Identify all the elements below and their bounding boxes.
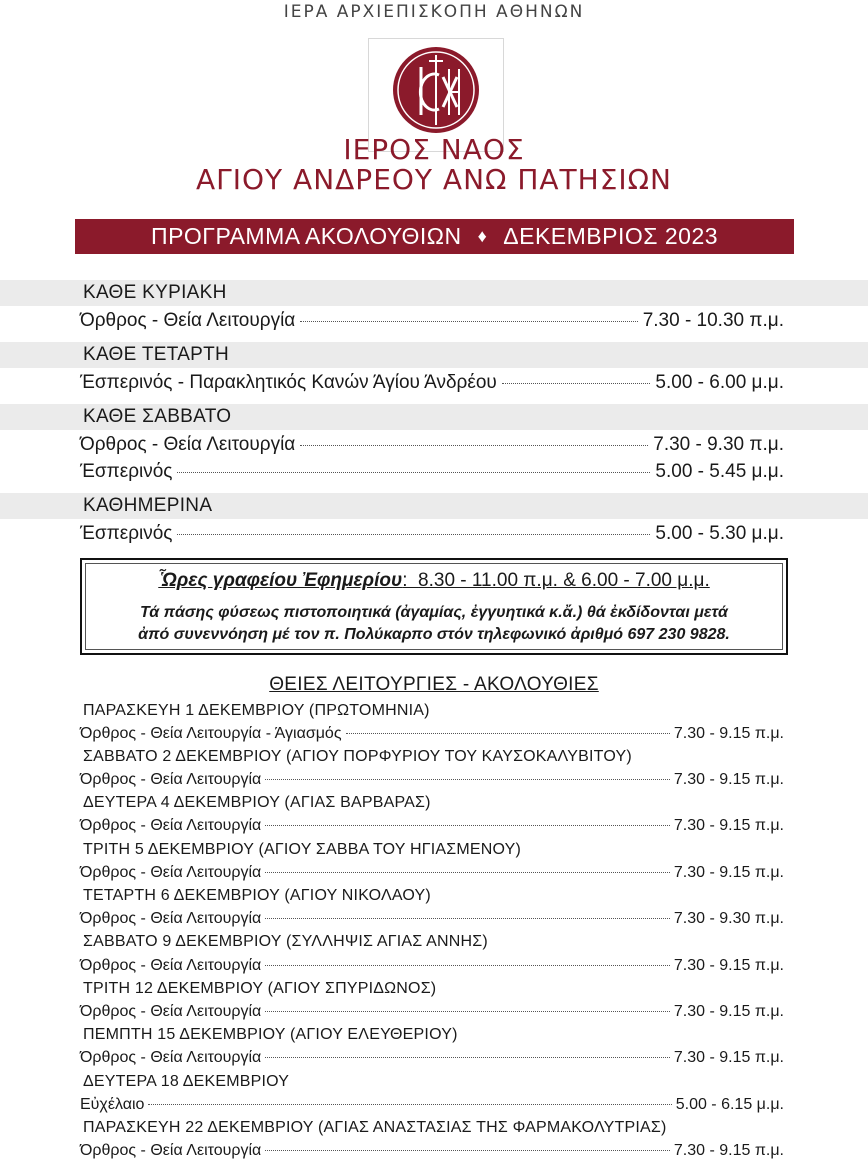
weekly-header-sunday bbox=[0, 280, 868, 306]
weekly-row bbox=[80, 521, 784, 547]
dot-leader bbox=[300, 445, 648, 446]
service-name: Έσπερινός bbox=[80, 461, 173, 482]
service-day: ΤΡΙΤΗ 5 ΔΕΚΕΜΒΡΙΟΥ (ΑΓΙΟΥ ΣΑΒΒΑ ΤΟΥ ΗΓΙΑΣΜΕΝΟΥ) bbox=[83, 841, 522, 858]
service-day: ΤΕΤΑΡΤΗ 6 ΔΕΚΕΜΒΡΙΟΥ (ΑΓΙΟΥ ΝΙΚΟΛΑΟΥ) bbox=[83, 887, 431, 904]
service-time: 5.00 - 6.00 μ.μ. bbox=[655, 372, 784, 393]
dot-leader bbox=[265, 1150, 670, 1151]
office-hours-line: Ὧρες γραφείου Ἐφημερίου: 8.30 - 11.00 π.μ. & 6.00 - 7.00 μ.μ. bbox=[158, 570, 710, 591]
dot-leader bbox=[265, 918, 670, 919]
service-name: Όρθρος - Θεία Λειτουργία bbox=[80, 864, 262, 881]
service-day: ΔΕΥΤΕΡΑ 4 ΔΕΚΕΜΒΡΙΟΥ (ΑΓΙΑΣ ΒΑΡΒΑΡΑΣ) bbox=[83, 794, 431, 811]
service-name: Όρθρος - Θεία Λειτουργία bbox=[80, 771, 262, 788]
service-time: 7.30 - 9.30 π.μ. bbox=[653, 434, 784, 455]
dot-leader bbox=[265, 825, 670, 826]
service-name: Έσπερινός - Παρακλητικός Κανών Άγίου Άνδρέου bbox=[80, 372, 497, 393]
church-name-line1: ΙΕΡΟΣ ΝΑΟΣ bbox=[343, 133, 525, 166]
office-hours-box bbox=[80, 558, 788, 655]
service-day: ΠΑΡΑΣΚΕΥΗ 1 ΔΕΚΕΜΒΡΙΟΥ (ΠΡΩΤΟΜΗΝΙΑ) bbox=[83, 702, 430, 719]
diamond-icon: ♦ bbox=[477, 226, 488, 246]
schedule-banner bbox=[75, 219, 794, 254]
service-day: ΠΑΡΑΣΚΕΥΗ 22 ΔΕΚΕΜΒΡΙΟΥ (ΑΓΙΑΣ ΑΝΑΣΤΑΣΙΑΣ ΤΗΣ ΦΑΡΜΑΚΟΛΥΤΡΙΑΣ) bbox=[83, 1119, 667, 1136]
service-time: 5.00 - 6.15 μ.μ. bbox=[675, 1096, 784, 1113]
service-name: Εὐχέλαιο bbox=[80, 1096, 145, 1113]
weekly-header-saturday bbox=[0, 404, 868, 430]
service-name: Όρθρος - Θεία Λειτουργία bbox=[80, 310, 296, 331]
ic-xc-monogram-icon bbox=[391, 45, 481, 135]
service-time: 7.30 - 9.15 π.μ. bbox=[673, 771, 784, 788]
weekly-row bbox=[80, 432, 784, 458]
dot-leader bbox=[300, 321, 637, 322]
dot-leader bbox=[265, 1057, 670, 1058]
service-name: Όρθρος - Θεία Λειτουργία bbox=[80, 1003, 262, 1020]
dot-leader bbox=[177, 534, 650, 535]
service-row bbox=[80, 862, 784, 884]
service-day: ΣΑΒΒΑΤΟ 9 ΔΕΚΕΜΒΡΙΟΥ (ΣΥΛΛΗΨΙΣ ΑΓΙΑΣ ΑΝΝΗΣ) bbox=[83, 933, 488, 950]
service-name: Όρθρος - Θεία Λειτουργία bbox=[80, 957, 262, 974]
weekly-header-wednesday bbox=[0, 342, 868, 368]
service-name: Όρθρος - Θεία Λειτουργία bbox=[80, 434, 296, 455]
weekly-title: ΚΑΘΗΜΕΡΙΝΑ bbox=[83, 495, 213, 516]
service-row bbox=[80, 723, 784, 745]
banner-title: ΠΡΟΓΡΑΜΜΑ ΑΚΟΛΟΥΘΙΩΝ bbox=[150, 223, 462, 249]
certificates-note bbox=[86, 602, 782, 646]
dot-leader bbox=[502, 383, 651, 384]
service-row bbox=[80, 955, 784, 977]
service-time: 5.00 - 5.45 μ.μ. bbox=[655, 461, 784, 482]
service-time: 7.30 - 10.30 π.μ. bbox=[642, 310, 784, 331]
service-name: Όρθρος - Θεία Λειτουργία bbox=[80, 817, 262, 834]
service-time: 7.30 - 9.15 π.μ. bbox=[673, 1003, 784, 1020]
office-hours-inner-border bbox=[85, 563, 783, 650]
service-day: ΠΕΜΠΤΗ 15 ΔΕΚΕΜΒΡΙΟΥ (ΑΓΙΟΥ ΕΛΕΥΘΕΡΙΟΥ) bbox=[83, 1026, 458, 1043]
service-row bbox=[80, 1001, 784, 1023]
banner-month: ΔΕΚΕΜΒΡΙΟΣ 2023 bbox=[503, 223, 719, 249]
weekly-header-daily bbox=[0, 493, 868, 519]
certificates-note-line2: ἀπό συνεννόηση μέ τον π. Πολύκαρπο στόν τηλεφωνικό ἀριθμό 697 230 9828. bbox=[138, 626, 730, 643]
weekly-row bbox=[80, 308, 784, 334]
service-day: ΤΡΙΤΗ 12 ΔΕΚΕΜΒΡΙΟΥ (ΑΓΙΟΥ ΣΠΥΡΙΔΩΝΟΣ) bbox=[83, 980, 437, 997]
office-hours-value: 8.30 - 11.00 π.μ. & 6.00 - 7.00 μ.μ. bbox=[418, 570, 710, 591]
weekly-row bbox=[80, 459, 784, 485]
service-time: 7.30 - 9.15 π.μ. bbox=[673, 725, 784, 742]
dot-leader bbox=[265, 872, 670, 873]
service-time: 7.30 - 9.30 π.μ. bbox=[673, 910, 784, 927]
service-time: 7.30 - 9.15 π.μ. bbox=[673, 817, 784, 834]
church-name-line2: ΑΓΙΟΥ ΑΝΔΡΕΟΥ ΑΝΩ ΠΑΤΗΣΙΩΝ bbox=[196, 163, 672, 196]
dot-leader bbox=[346, 733, 670, 734]
office-hours-label: Ὧρες γραφείου Ἐφημερίου bbox=[158, 570, 403, 591]
service-row bbox=[80, 815, 784, 837]
service-row bbox=[80, 908, 784, 930]
service-row bbox=[80, 769, 784, 791]
certificates-note-line1: Τά πάσης φύσεως πιστοποιητικά (ἀγαμίας, ἐγγυητικά κ.ἄ.) θά ἐκδίδονται μετά bbox=[140, 604, 728, 621]
service-name: Όρθρος - Θεία Λειτουργία bbox=[80, 1142, 262, 1159]
weekly-title: ΚΑΘΕ ΚΥΡΙΑΚΗ bbox=[83, 282, 227, 303]
weekly-title: ΚΑΘΕ ΣΑΒΒΑΤΟ bbox=[83, 406, 232, 427]
service-time: 7.30 - 9.15 π.μ. bbox=[673, 1142, 784, 1159]
service-time: 7.30 - 9.15 π.μ. bbox=[673, 957, 784, 974]
weekly-title: ΚΑΘΕ ΤΕΤΑΡΤΗ bbox=[83, 344, 230, 365]
service-name: Όρθρος - Θεία Λειτουργία bbox=[80, 910, 262, 927]
dot-leader bbox=[265, 779, 670, 780]
service-time: 7.30 - 9.15 π.μ. bbox=[673, 864, 784, 881]
service-row bbox=[80, 1094, 784, 1116]
service-day: ΔΕΥΤΕΡΑ 18 ΔΕΚΕΜΒΡΙΟΥ bbox=[83, 1073, 290, 1090]
archdiocese-title: ΙΕΡΑ ΑΡΧΙΕΠΙΣΚΟΠΗ ΑΘΗΝΩΝ bbox=[283, 2, 585, 22]
services-section-title: ΘΕΙΕΣ ΛΕΙΤΟΥΡΓΙΕΣ - ΑΚΟΛΟΥΘΙΕΣ bbox=[269, 674, 599, 695]
dot-leader bbox=[148, 1104, 671, 1105]
service-row bbox=[80, 1047, 784, 1069]
service-time: 5.00 - 5.30 μ.μ. bbox=[655, 523, 784, 544]
weekly-row bbox=[80, 370, 784, 396]
service-row bbox=[80, 1140, 784, 1162]
dot-leader bbox=[265, 965, 670, 966]
dot-leader bbox=[265, 1011, 670, 1012]
service-name: Έσπερινός bbox=[80, 523, 173, 544]
service-time: 7.30 - 9.15 π.μ. bbox=[673, 1049, 784, 1066]
service-name: Όρθρος - Θεία Λειτουργία - Άγιασμός bbox=[80, 725, 342, 742]
dot-leader bbox=[177, 472, 650, 473]
service-name: Όρθρος - Θεία Λειτουργία bbox=[80, 1049, 262, 1066]
service-day: ΣΑΒΒΑΤΟ 2 ΔΕΚΕΜΒΡΙΟΥ (ΑΓΙΟΥ ΠΟΡΦΥΡΙΟΥ ΤΟΥ ΚΑΥΣΟΚΑΛΥΒΙΤΟΥ) bbox=[83, 748, 632, 765]
